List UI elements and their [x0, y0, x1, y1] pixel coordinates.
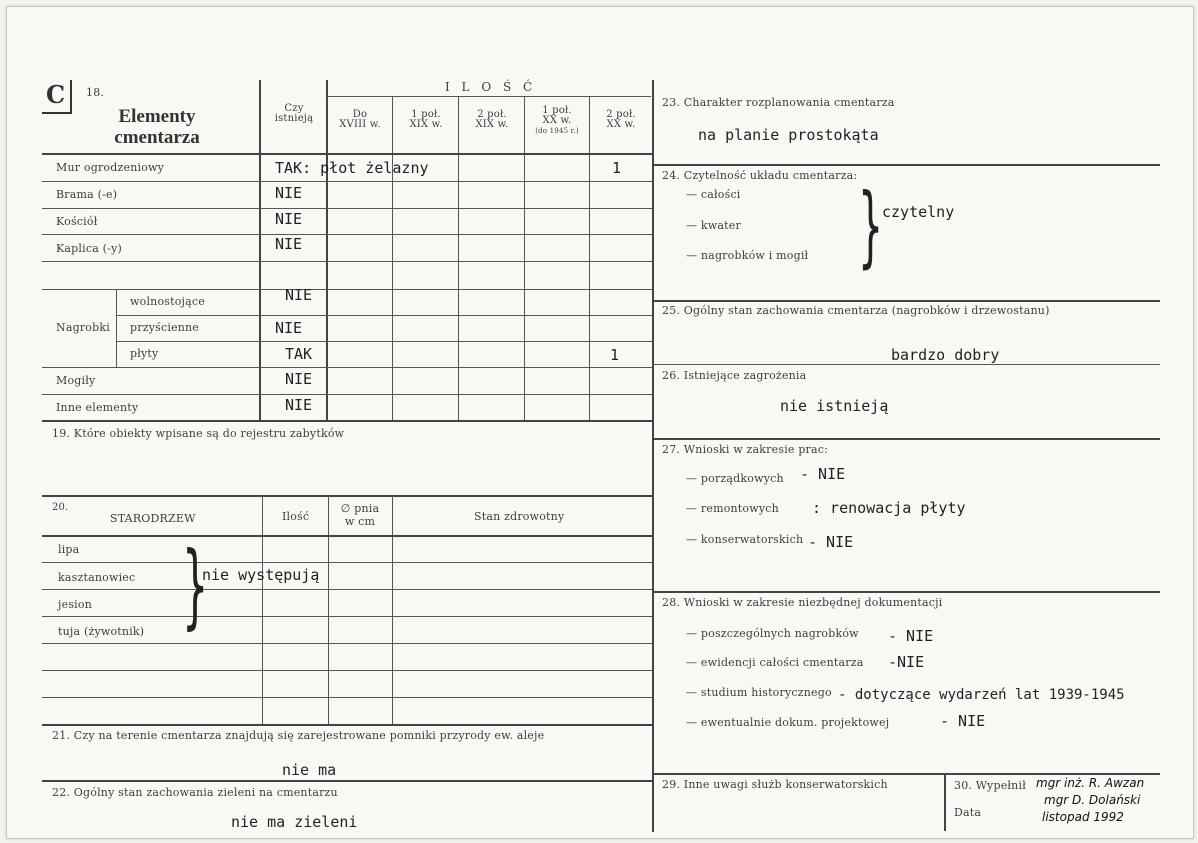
answer-przyscienne: NIE	[275, 319, 303, 337]
ilosc-header: I L O Ś Ć	[445, 80, 537, 94]
q20-row-line	[42, 697, 652, 698]
q26-bottom-line	[652, 438, 1160, 440]
q25-label: 25. Ogólny stan zachowania cmentarza (nagrobków i drzewostanu)	[662, 304, 1050, 317]
q20-row-line	[42, 562, 652, 563]
row-label-wolnostojace: wolnostojące	[130, 295, 205, 308]
q28-answer-studium: - dotyczące wydarzeń lat 1939-1945	[838, 687, 1125, 703]
col-header-do-xviii	[330, 110, 390, 130]
q28-answer-nagrobkow: - NIE	[888, 627, 934, 645]
nagrobki-divider	[116, 289, 117, 367]
row-label-inne: Inne elementy	[56, 401, 139, 414]
answer-brama: NIE	[275, 184, 303, 202]
col-header-2pol-xix	[461, 110, 523, 130]
q27-answer-remontowych: : renowacja płyty	[812, 499, 966, 517]
row-line	[117, 315, 652, 316]
q24-label: 24. Czytelność układu cmentarza:	[662, 169, 858, 182]
answer-mur-xx2: 1	[612, 159, 622, 177]
q19-label: 19. Które obiekty wpisane są do rejestru zabytków	[52, 427, 345, 440]
q21-label: 21. Czy na terenie cmentarza znajdują się zarejestrowane pomniki przyrody ew. aleje	[52, 729, 545, 742]
q26-answer: nie istnieją	[780, 397, 889, 415]
tree-lipa: lipa	[58, 543, 80, 556]
q20-pnia-unit: w cm	[344, 515, 376, 528]
row-line	[42, 208, 652, 209]
table-divider	[326, 80, 328, 420]
row-line	[42, 289, 652, 290]
col-divider	[458, 96, 459, 420]
row-line	[42, 261, 652, 262]
q30-data-label: Data	[954, 806, 982, 819]
answer-wolnostojace: NIE	[285, 286, 313, 304]
row-line	[42, 367, 652, 368]
col-header-l2: XX w.	[542, 115, 572, 126]
center-divider	[652, 80, 654, 832]
q23-bottom-line	[652, 164, 1160, 166]
answer-mogily: NIE	[285, 370, 313, 388]
q24-item-nagrobkow: — nagrobków i mogił	[686, 249, 809, 262]
answer-plyty: TAK	[285, 345, 313, 363]
q20-row-line	[42, 643, 652, 644]
q20-divider	[262, 496, 263, 724]
section-title-line1: Elementy	[118, 106, 196, 127]
q20-answer: nie występują	[202, 566, 320, 584]
q30-date: listopad 1992	[1042, 810, 1124, 824]
row-label-nagrobki: Nagrobki	[56, 321, 110, 334]
q27-answer-porzadkowych: - NIE	[800, 465, 846, 483]
q30-label: 30. Wypełnił	[954, 779, 1026, 792]
col-header-l1: 2 poł.	[477, 109, 507, 120]
row-line	[42, 234, 652, 235]
q22-label: 22. Ogólny stan zachowania zieleni na cmentarzu	[52, 786, 338, 799]
table-divider	[259, 80, 261, 420]
col-header-l1: 1 poł.	[411, 109, 441, 120]
q24-answer: czytelny	[882, 203, 955, 221]
q20-title: STARODRZEW	[110, 512, 196, 525]
q20-row-line	[42, 616, 652, 617]
q28-label: 28. Wnioski w zakresie niezbędnej dokumentacji	[662, 596, 943, 609]
q20-stan: Stan zdrowotny	[474, 510, 565, 523]
col-header-l1: 2 poł.	[606, 109, 636, 120]
q24-brace-icon: }	[858, 174, 884, 277]
q20-ilosc: Ilość	[282, 510, 310, 523]
q28-answer-ewidencji: -NIE	[888, 653, 925, 671]
col-header-l1: 1 poł.	[542, 105, 572, 116]
answer-plyty-xx2: 1	[610, 346, 620, 364]
q20-row-line	[42, 670, 652, 671]
tree-tuja: tuja (żywotnik)	[58, 625, 145, 638]
q24-item-calosci: — całości	[686, 188, 741, 201]
q28-bottom-line	[652, 773, 1160, 775]
col-header-l2: XVIII w.	[339, 119, 381, 130]
q21-bottom-line	[42, 780, 652, 782]
col-header-1pol-xix	[395, 110, 457, 130]
col-divider	[589, 96, 590, 420]
q20-header-line	[42, 535, 652, 537]
row-label-kaplica: Kaplica (-y)	[56, 242, 122, 255]
row-label-przyscienne: przyścienne	[130, 321, 200, 334]
row-line	[117, 341, 652, 342]
q27-bottom-line	[652, 591, 1160, 593]
q19-bottom-line	[42, 495, 652, 497]
tree-brace-icon: }	[182, 532, 209, 639]
q27-label: 27. Wnioski w zakresie prac:	[662, 443, 829, 456]
q20-pnia-label: ∅ pnia	[340, 502, 380, 515]
q21-answer: nie ma	[282, 761, 337, 779]
q24-bottom-line	[652, 300, 1160, 302]
q28-answer-projektowej: - NIE	[940, 712, 986, 730]
section-title-line2: cmentarza	[114, 127, 200, 148]
q30-divider	[944, 773, 946, 831]
q29-label: 29. Inne uwagi służb konserwatorskich	[662, 778, 888, 791]
q30-name1: mgr inż. R. Awzan	[1036, 776, 1145, 790]
col-header-l3: (do 1945 r.)	[535, 127, 579, 135]
q20-pnia	[330, 502, 390, 528]
col-header-l2: XIX w.	[409, 119, 443, 130]
row-label-kosciol: Kościół	[56, 215, 98, 228]
col-divider	[524, 96, 525, 420]
tree-jesion: jesion	[58, 598, 92, 611]
section-title	[96, 106, 218, 148]
row-label-mur: Mur ogrodzeniowy	[56, 161, 165, 174]
ilosc-underline	[327, 96, 651, 97]
col-header-2pol-xx	[591, 110, 651, 130]
q28-item-projektowej: — ewentualnie dokum. projektowej	[686, 716, 890, 729]
q20-number: 20.	[52, 502, 69, 513]
q27-item-konserwatorskich: — konserwatorskich	[686, 533, 804, 546]
q20-divider	[392, 496, 393, 724]
row-label-brama: Brama (-e)	[56, 188, 118, 201]
q27-answer-konserwatorskich: - NIE	[808, 533, 854, 551]
q20-bottom-line	[42, 724, 652, 726]
col-header-l2: XX w.	[606, 119, 636, 130]
q25-bottom-line	[652, 364, 1160, 365]
q22-answer: nie ma zieleni	[231, 813, 358, 831]
row-label-plyty: płyty	[130, 347, 159, 360]
q26-label: 26. Istniejące zagrożenia	[662, 369, 807, 382]
col-divider	[392, 96, 393, 420]
row-line	[42, 181, 652, 182]
q28-item-nagrobkow: — poszczególnych nagrobków	[686, 627, 859, 640]
q30-name2: mgr D. Dolański	[1044, 793, 1141, 807]
q23-answer: na planie prostokąta	[698, 126, 879, 144]
header-bottom-line	[42, 153, 652, 155]
q27-item-porzadkowych: — porządkowych	[686, 472, 784, 485]
q28-item-studium: — studium historycznego	[686, 686, 832, 699]
q23-label: 23. Charakter rozplanowania cmentarza	[662, 96, 895, 109]
row-line	[42, 394, 652, 395]
section-letter: C	[46, 80, 66, 109]
q20-row-line	[42, 589, 652, 590]
section-number: 18.	[86, 86, 105, 99]
q25-answer: bardzo dobry	[891, 346, 1000, 364]
answer-inne: NIE	[285, 396, 313, 414]
q20-divider	[328, 496, 329, 724]
q28-item-ewidencji: — ewidencji całości cmentarza	[686, 656, 864, 669]
table-bottom-line	[42, 420, 652, 422]
answer-kosciol: NIE	[275, 210, 303, 228]
row-label-mogily: Mogiły	[56, 374, 96, 387]
czy-istnieja-header: Czy istnieją	[274, 103, 314, 124]
col-header-l2: XIX w.	[475, 119, 509, 130]
col-header-1pol-xx	[526, 106, 588, 136]
answer-kaplica: NIE	[275, 235, 303, 253]
q24-item-kwater: — kwater	[686, 219, 741, 232]
col-header-l1: Do	[352, 109, 368, 120]
tree-kasztanowiec: kasztanowiec	[58, 571, 136, 584]
q27-item-remontowych: — remontowych	[686, 502, 779, 515]
answer-mur: TAK: płot żelazny	[275, 159, 429, 177]
